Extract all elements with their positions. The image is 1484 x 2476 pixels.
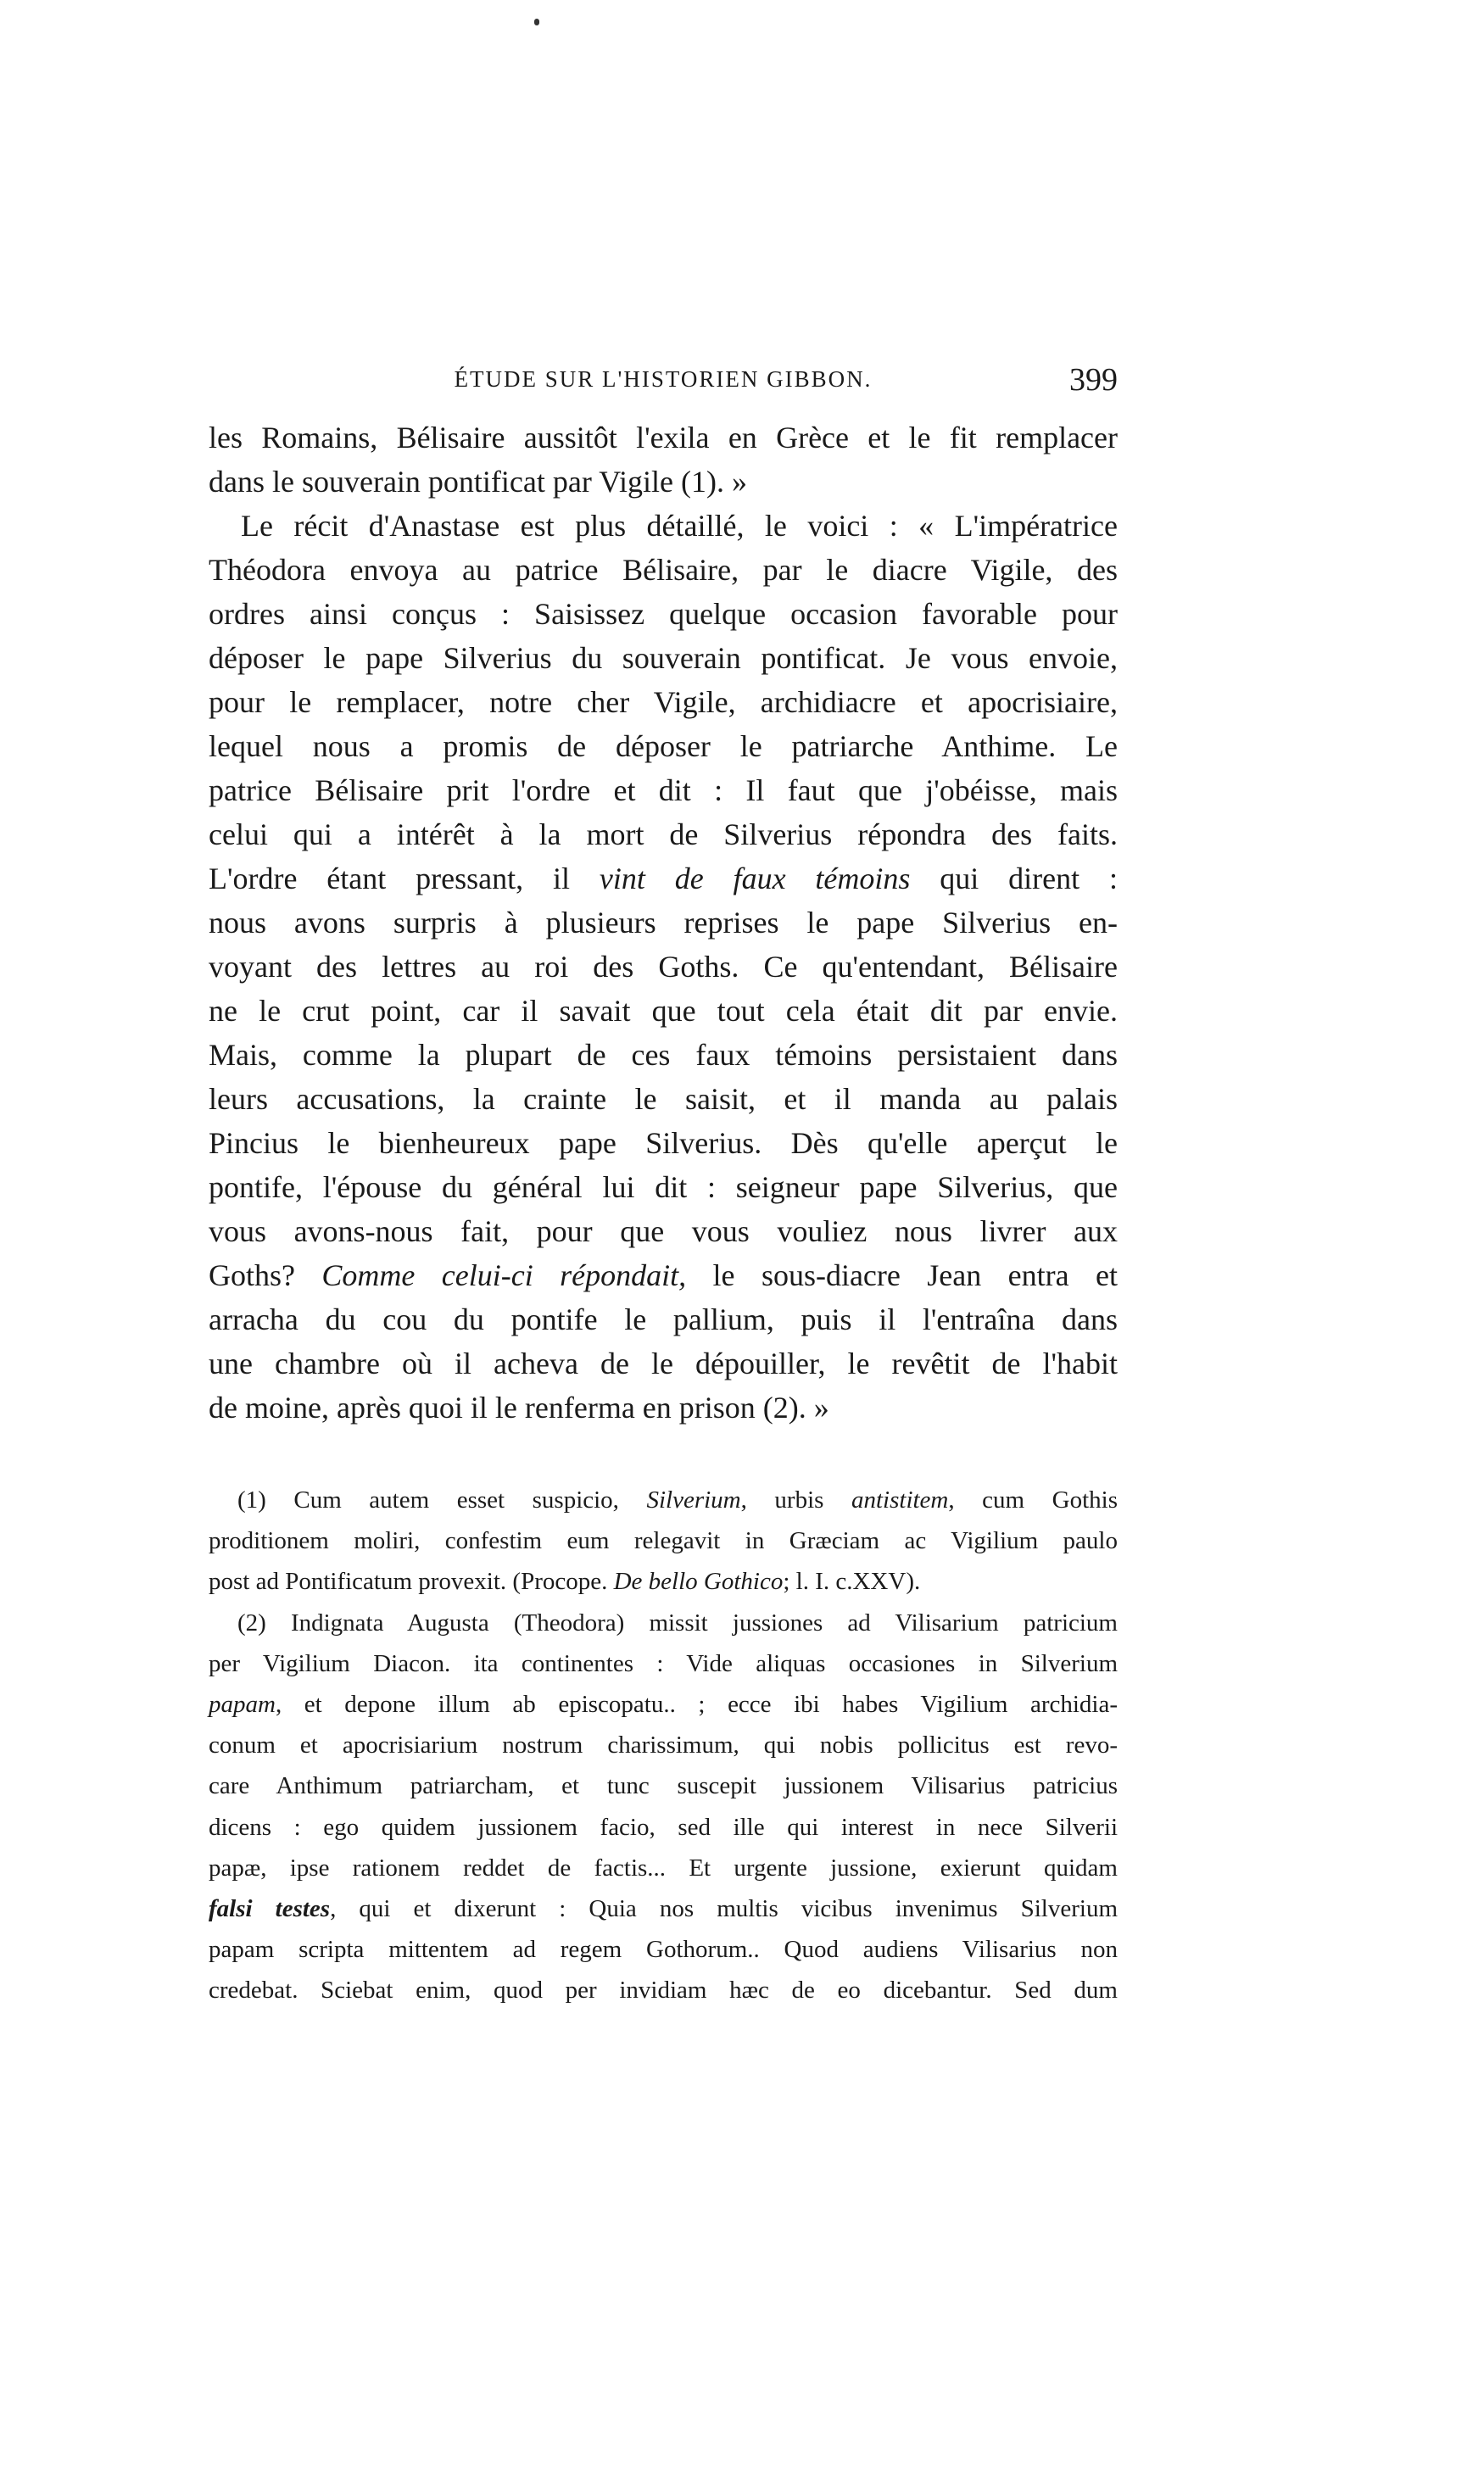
text-segment: , urbis: [740, 1486, 851, 1514]
footnote-line: [209, 1765, 1118, 1806]
footnote-line: [209, 1561, 1118, 1602]
footnote-line: [209, 1684, 1118, 1725]
text-segment: care Anthimum patriarcham, et tunc suscepit jussionem Vilisarius patricius: [209, 1772, 1118, 1800]
text-segment: proditionem moliri, confestim eum relegavit in Græciam ac Vigilium paulo: [209, 1527, 1118, 1555]
text-line: [209, 636, 1118, 680]
text-segment: ne le crut point, car il savait que tout cela était dit par envie.: [209, 994, 1118, 1028]
text-segment: pour le remplacer, notre cher Vigile, archidiacre et apocrisiaire,: [209, 685, 1118, 719]
footnote-line: [209, 1520, 1118, 1561]
footnote-line: [209, 1970, 1118, 2010]
text-line: [209, 724, 1118, 768]
text-segment: vous avons-nous fait, pour que vous vouliez nous livrer aux: [209, 1214, 1118, 1248]
text-line: [209, 1077, 1118, 1121]
text-segment: arracha du cou du pontife le pallium, puis il l'entraîna dans: [209, 1302, 1118, 1336]
text-line: [209, 1386, 1118, 1430]
text-segment: L'ordre étant pressant, il: [209, 862, 600, 895]
text-segment: Mais, comme la plupart de ces faux témoins persistaient dans: [209, 1038, 1118, 1072]
text-segment: pontife, l'épouse du général lui dit : seigneur pape Silverius, que: [209, 1170, 1118, 1204]
text-line: [209, 812, 1118, 856]
text-segment: , qui et dixerunt : Quia nos multis vicibus invenimus Silverium: [330, 1894, 1118, 1922]
footnote-line: [209, 1480, 1118, 1520]
text-line: [209, 1209, 1118, 1253]
text-segment: les Romains, Bélisaire aussitôt l'exila en Grèce et le fit remplacer: [209, 421, 1118, 454]
text-line: [209, 945, 1118, 989]
footnote-line: [209, 1603, 1118, 1643]
text-segment: ordres ainsi conçus : Saisissez quelque occasion favorable pour: [209, 597, 1118, 631]
footnote-line: [209, 1848, 1118, 1888]
footnote-line: [209, 1725, 1118, 1765]
ink-speck: [534, 19, 539, 25]
text-line: [209, 1121, 1118, 1165]
text-segment: dans le souverain pontificat par Vigile (1). »: [209, 465, 747, 499]
text-segment: conum et apocrisiarium nostrum charissimum, qui nobis pollicitus est revo-: [209, 1732, 1118, 1759]
text-segment: dicens : ego quidem jussionem facio, sed ille qui interest in nece Silverii: [209, 1813, 1118, 1841]
text-segment: ; l. I. c.XXV).: [783, 1568, 921, 1596]
text-segment: qui dirent :: [910, 862, 1118, 895]
text-segment: lequel nous a promis de déposer le patriarche Anthime. Le: [209, 729, 1118, 763]
emphasized-text: Silverium: [646, 1486, 741, 1514]
text-line: [209, 460, 1118, 504]
text-line: [209, 504, 1118, 548]
text-line: [209, 1341, 1118, 1386]
text-line: [209, 1253, 1118, 1297]
text-segment: papæ, ipse rationem reddet de factis... Et urgente jussione, exierunt quidam: [209, 1854, 1118, 1882]
text-segment: Théodora envoya au patrice Bélisaire, par le diacre Vigile, des: [209, 553, 1118, 587]
running-title: ÉTUDE SUR L'HISTORIEN GIBBON.: [454, 366, 873, 392]
text-line: [209, 415, 1118, 460]
text-segment: , cum Gothis: [948, 1486, 1118, 1514]
text-segment: une chambre où il acheva de le dépouiller, le revêtit de l'habit: [209, 1347, 1118, 1380]
page-number: 399: [1069, 362, 1118, 398]
text-segment: leurs accusations, la crainte le saisit, et il manda au palais: [209, 1082, 1118, 1116]
footnote-line: [209, 1888, 1118, 1929]
text-segment: credebat. Sciebat enim, quod per invidiam hæc de eo dicebantur. Sed dum: [209, 1977, 1118, 2005]
text-segment: Goths?: [209, 1258, 322, 1292]
text-segment: nous avons surpris à plusieurs reprises le pape Silverius en-: [209, 906, 1118, 940]
text-segment: le sous-diacre Jean entra et: [686, 1258, 1118, 1292]
text-line: [209, 989, 1118, 1033]
page-header: [209, 361, 1118, 399]
emphasized-text: De bello Gothico: [613, 1568, 784, 1596]
emphasized-text: papam: [209, 1690, 276, 1718]
text-segment: (1) Cum autem esset suspicio,: [237, 1486, 647, 1514]
text-line: [209, 901, 1118, 945]
text-segment: (2) Indignata Augusta (Theodora) missit jussiones ad Vilisarium patricium: [237, 1609, 1118, 1637]
emphasized-text: vint de faux témoins: [599, 862, 911, 895]
text-line: [209, 1165, 1118, 1209]
text-segment: per Vigilium Diacon. ita continentes : Vide aliquas occasiones in Silverium: [209, 1649, 1118, 1677]
text-segment: de moine, après quoi il le renferma en prison (2). »: [209, 1391, 829, 1425]
text-line: [209, 856, 1118, 901]
emphasized-text: antistitem: [851, 1486, 949, 1514]
footnotes: [209, 1480, 1118, 2010]
text-segment: voyant des lettres au roi des Goths. Ce qu'entendant, Bélisaire: [209, 950, 1118, 984]
text-line: [209, 1297, 1118, 1341]
text-line: [209, 548, 1118, 592]
text-segment: celui qui a intérêt à la mort de Silverius répondra des faits.: [209, 817, 1118, 851]
text-segment: Le récit d'Anastase est plus détaillé, le voici : « L'impératrice: [241, 509, 1118, 543]
main-text: [209, 415, 1118, 1430]
text-line: [209, 592, 1118, 636]
footnote-line: [209, 1807, 1118, 1848]
text-segment: papam scripta mittentem ad regem Gothorum.. Quod audiens Vilisarius non: [209, 1936, 1118, 1964]
emphasized-text: falsi testes: [209, 1894, 331, 1922]
emphasized-text: Comme celui-ci répondait,: [321, 1258, 687, 1292]
text-segment: patrice Bélisaire prit l'ordre et dit : Il faut que j'obéisse, mais: [209, 773, 1118, 807]
text-line: [209, 680, 1118, 724]
footnote-line: [209, 1643, 1118, 1684]
text-line: [209, 768, 1118, 812]
footnote-line: [209, 1929, 1118, 1970]
text-segment: post ad Pontificatum provexit. (Procope.: [209, 1568, 614, 1596]
text-line: [209, 1033, 1118, 1077]
text-segment: , et depone illum ab episcopatu.. ; ecce ibi habes Vigilium archidia-: [275, 1690, 1118, 1718]
text-segment: Pincius le bienheureux pape Silverius. Dès qu'elle aperçut le: [209, 1126, 1118, 1160]
text-segment: déposer le pape Silverius du souverain pontificat. Je vous envoie,: [209, 641, 1118, 675]
